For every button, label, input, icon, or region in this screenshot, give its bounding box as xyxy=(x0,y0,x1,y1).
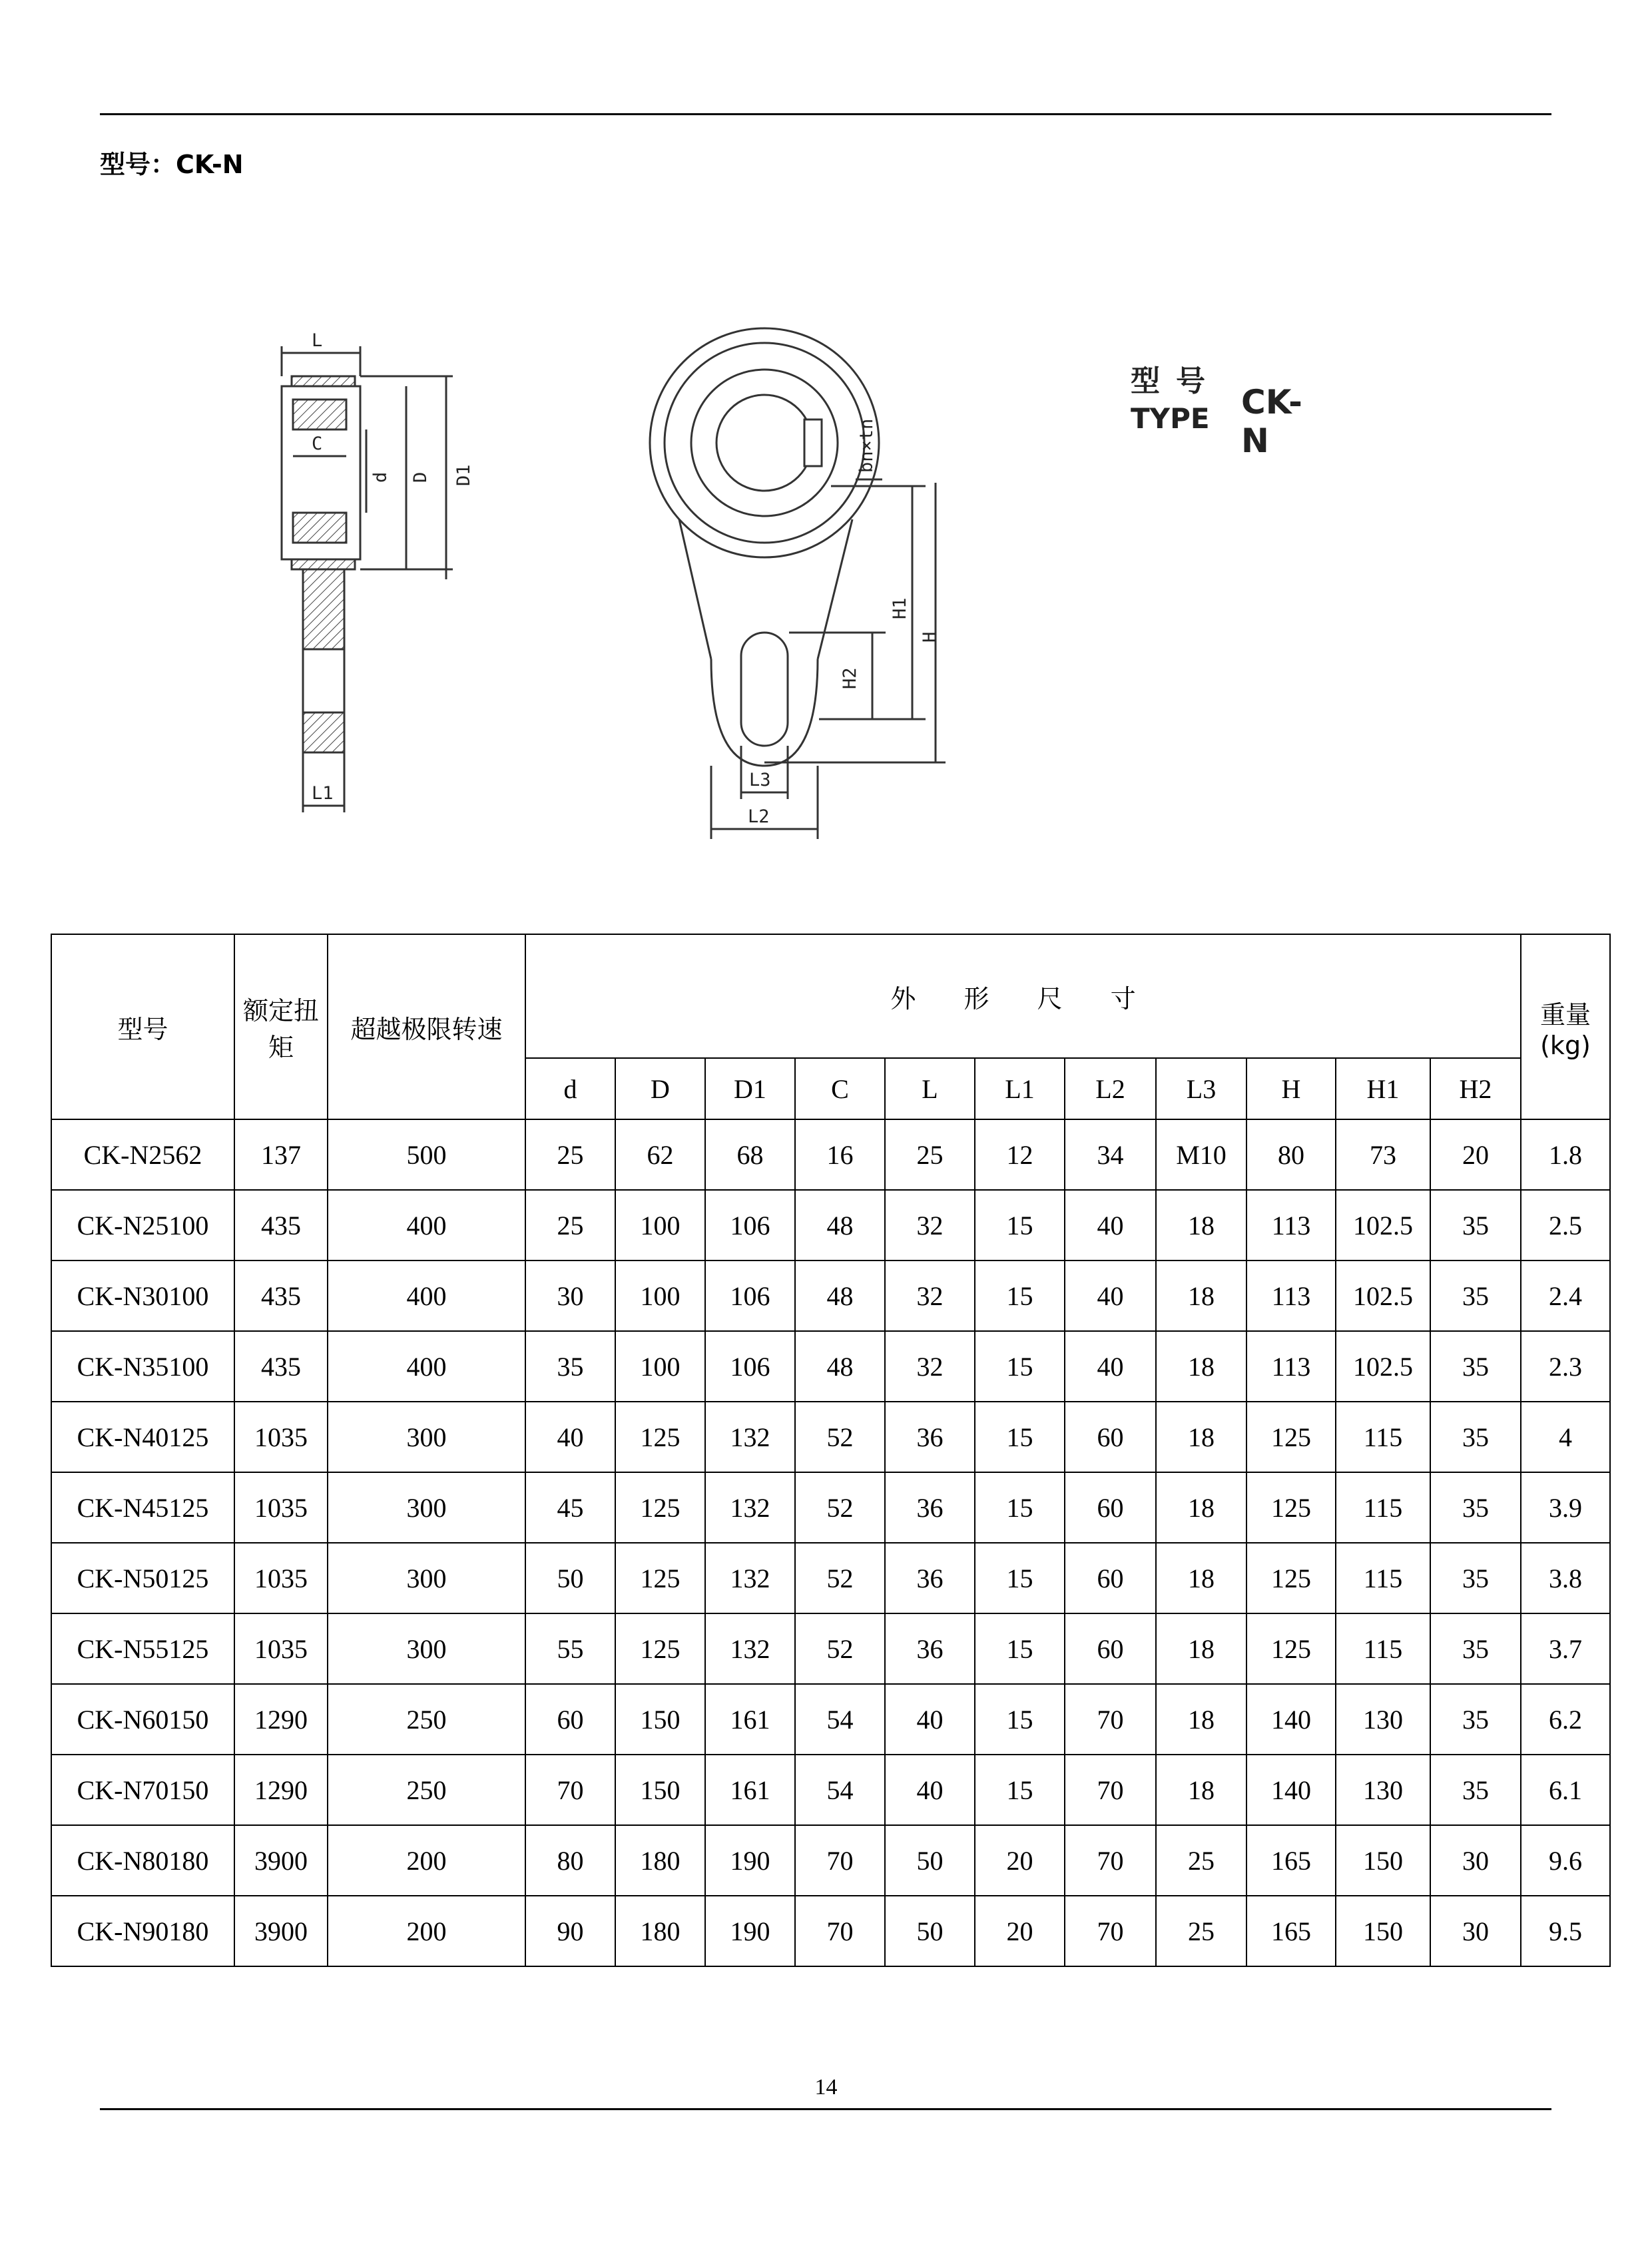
top-rule xyxy=(100,113,1551,115)
label-d: d xyxy=(370,471,391,483)
table-cell: 25 xyxy=(1156,1825,1246,1896)
table-cell: 15 xyxy=(975,1472,1065,1543)
type-label-model: CK-N xyxy=(1241,383,1302,460)
table-cell: 1290 xyxy=(234,1755,328,1825)
table-cell: 12 xyxy=(975,1119,1065,1190)
table-cell: CK-N60150 xyxy=(51,1684,234,1755)
table-cell: 90 xyxy=(525,1896,615,1966)
table-cell: 15 xyxy=(975,1331,1065,1402)
table-cell: 50 xyxy=(885,1825,975,1896)
table-cell: CK-N40125 xyxy=(51,1402,234,1472)
table-cell: 132 xyxy=(705,1543,795,1613)
label-L: L xyxy=(312,330,323,351)
table-cell: 73 xyxy=(1336,1119,1430,1190)
table-cell: 40 xyxy=(885,1755,975,1825)
header-torque: 额定扭矩 xyxy=(234,934,328,1119)
label-H: H xyxy=(920,631,940,643)
type-label xyxy=(1131,363,1302,460)
table-cell: 15 xyxy=(975,1190,1065,1261)
table-cell: 125 xyxy=(615,1472,705,1543)
table-cell: 15 xyxy=(975,1261,1065,1331)
table-cell: 18 xyxy=(1156,1190,1246,1261)
table-row xyxy=(51,1684,1610,1755)
table-cell: 68 xyxy=(705,1119,795,1190)
table-cell: 300 xyxy=(328,1472,525,1543)
type-label-cn: 型号 xyxy=(1131,364,1221,398)
header-model: 型号 xyxy=(51,934,234,1119)
page-number: 14 xyxy=(814,2075,838,2100)
table-cell: 180 xyxy=(615,1896,705,1966)
label-D: D xyxy=(410,471,431,483)
table-cell: 165 xyxy=(1246,1825,1336,1896)
table-cell: 6.2 xyxy=(1521,1684,1610,1755)
table-cell: 113 xyxy=(1246,1261,1336,1331)
table-cell: 3900 xyxy=(234,1896,328,1966)
table-row xyxy=(51,1613,1610,1684)
table-cell: 115 xyxy=(1336,1472,1430,1543)
table-cell: 36 xyxy=(885,1543,975,1613)
table-cell: 4 xyxy=(1521,1402,1610,1472)
table-row xyxy=(51,1543,1610,1613)
side-view xyxy=(282,346,453,812)
table-cell: 36 xyxy=(885,1402,975,1472)
header-dim-d: d xyxy=(525,1058,615,1119)
table-cell: 20 xyxy=(975,1896,1065,1966)
table-cell: 1035 xyxy=(234,1472,328,1543)
table-cell: 18 xyxy=(1156,1261,1246,1331)
table-cell: 25 xyxy=(885,1119,975,1190)
table-row xyxy=(51,1190,1610,1261)
table-cell: 70 xyxy=(1065,1755,1156,1825)
table-cell: 106 xyxy=(705,1331,795,1402)
table-cell: CK-N30100 xyxy=(51,1261,234,1331)
label-L1: L1 xyxy=(312,783,334,804)
bottom-rule xyxy=(100,2108,1551,2110)
table-cell: 1035 xyxy=(234,1543,328,1613)
page-heading: 型号：CK-N xyxy=(100,150,244,179)
table-cell: 18 xyxy=(1156,1613,1246,1684)
table-cell: 35 xyxy=(525,1331,615,1402)
table-row xyxy=(51,1402,1610,1472)
table-cell: 20 xyxy=(1430,1119,1521,1190)
header-dim-C: C xyxy=(795,1058,885,1119)
table-row xyxy=(51,1261,1610,1331)
table-cell: 40 xyxy=(525,1402,615,1472)
table-cell: 161 xyxy=(705,1755,795,1825)
table-cell: 35 xyxy=(1430,1755,1521,1825)
table-cell: 435 xyxy=(234,1261,328,1331)
table-cell: 18 xyxy=(1156,1472,1246,1543)
table-cell: 2.3 xyxy=(1521,1331,1610,1402)
table-cell: 60 xyxy=(1065,1613,1156,1684)
table-cell: CK-N45125 xyxy=(51,1472,234,1543)
table-cell: 113 xyxy=(1246,1190,1336,1261)
table-cell: 35 xyxy=(1430,1331,1521,1402)
type-label-en: TYPE xyxy=(1131,402,1210,435)
table-cell: 137 xyxy=(234,1119,328,1190)
table-cell: 70 xyxy=(1065,1825,1156,1896)
table-cell: 113 xyxy=(1246,1331,1336,1402)
table-cell: 115 xyxy=(1336,1402,1430,1472)
table-cell: 20 xyxy=(975,1825,1065,1896)
table-cell: 60 xyxy=(1065,1472,1156,1543)
table-cell: 150 xyxy=(1336,1896,1430,1966)
table-cell: 300 xyxy=(328,1613,525,1684)
table-cell: 15 xyxy=(975,1613,1065,1684)
table-cell: 36 xyxy=(885,1613,975,1684)
table-cell: 35 xyxy=(1430,1613,1521,1684)
label-L3: L3 xyxy=(749,770,771,790)
table-cell: 140 xyxy=(1246,1755,1336,1825)
table-cell: 500 xyxy=(328,1119,525,1190)
table-cell: 9.6 xyxy=(1521,1825,1610,1896)
table-cell: 435 xyxy=(234,1190,328,1261)
table-cell: 125 xyxy=(615,1543,705,1613)
table-cell: 25 xyxy=(1156,1896,1246,1966)
table-cell: 435 xyxy=(234,1331,328,1402)
table-cell: M10 xyxy=(1156,1119,1246,1190)
table-cell: 161 xyxy=(705,1684,795,1755)
table-cell: 106 xyxy=(705,1190,795,1261)
table-cell: 150 xyxy=(615,1684,705,1755)
table-cell: 70 xyxy=(795,1825,885,1896)
table-row xyxy=(51,1896,1610,1966)
label-D1: D1 xyxy=(453,464,474,486)
header-dim-L2: L2 xyxy=(1065,1058,1156,1119)
table-cell: CK-N70150 xyxy=(51,1755,234,1825)
table-cell: 25 xyxy=(525,1119,615,1190)
table-cell: 30 xyxy=(1430,1825,1521,1896)
table-cell: 100 xyxy=(615,1331,705,1402)
table-cell: 1.8 xyxy=(1521,1119,1610,1190)
table-cell: 18 xyxy=(1156,1402,1246,1472)
label-bn-tn: bn×tn xyxy=(856,418,877,473)
table-cell: 102.5 xyxy=(1336,1331,1430,1402)
table-cell: 18 xyxy=(1156,1331,1246,1402)
header-dim-H2: H2 xyxy=(1430,1058,1521,1119)
table-cell: 400 xyxy=(328,1261,525,1331)
label-C: C xyxy=(312,433,323,454)
table-cell: 115 xyxy=(1336,1613,1430,1684)
table-cell: CK-N2562 xyxy=(51,1119,234,1190)
table-cell: 150 xyxy=(1336,1825,1430,1896)
table-cell: 80 xyxy=(1246,1119,1336,1190)
table-cell: 70 xyxy=(1065,1684,1156,1755)
table-cell: 150 xyxy=(615,1755,705,1825)
table-cell: 60 xyxy=(1065,1402,1156,1472)
table-cell: 32 xyxy=(885,1261,975,1331)
header-dim-H: H xyxy=(1246,1058,1336,1119)
table-cell: 300 xyxy=(328,1543,525,1613)
table-cell: 52 xyxy=(795,1543,885,1613)
table-row xyxy=(51,1119,1610,1190)
table-body xyxy=(51,1119,1610,1966)
table-cell: 2.4 xyxy=(1521,1261,1610,1331)
table-row xyxy=(51,1331,1610,1402)
spec-table xyxy=(51,934,1611,1967)
table-cell: 32 xyxy=(885,1190,975,1261)
table-cell: 100 xyxy=(615,1190,705,1261)
table-cell: 300 xyxy=(328,1402,525,1472)
table-cell: 15 xyxy=(975,1402,1065,1472)
table-cell: 35 xyxy=(1430,1261,1521,1331)
table-cell: 54 xyxy=(795,1755,885,1825)
table-cell: 140 xyxy=(1246,1684,1336,1755)
table-cell: 18 xyxy=(1156,1684,1246,1755)
table-cell: 125 xyxy=(615,1402,705,1472)
table-cell: 40 xyxy=(1065,1331,1156,1402)
label-H1: H1 xyxy=(890,597,910,619)
table-cell: 200 xyxy=(328,1825,525,1896)
table-cell: 80 xyxy=(525,1825,615,1896)
table-cell: 3900 xyxy=(234,1825,328,1896)
table-cell: 102.5 xyxy=(1336,1261,1430,1331)
table-cell: 48 xyxy=(795,1261,885,1331)
table-cell: 40 xyxy=(1065,1261,1156,1331)
table-row xyxy=(51,1755,1610,1825)
label-L2: L2 xyxy=(748,806,770,827)
table-cell: 52 xyxy=(795,1613,885,1684)
table-cell: CK-N90180 xyxy=(51,1896,234,1966)
table-cell: 250 xyxy=(328,1755,525,1825)
table-cell: CK-N50125 xyxy=(51,1543,234,1613)
table-cell: 132 xyxy=(705,1613,795,1684)
header-dim-L: L xyxy=(885,1058,975,1119)
table-cell: 35 xyxy=(1430,1543,1521,1613)
table-cell: 40 xyxy=(885,1684,975,1755)
table-cell: CK-N25100 xyxy=(51,1190,234,1261)
header-dim-H1: H1 xyxy=(1336,1058,1430,1119)
table-cell: CK-N35100 xyxy=(51,1331,234,1402)
header-speed: 超越极限转速 xyxy=(328,934,525,1119)
table-cell: 16 xyxy=(795,1119,885,1190)
table-cell: 25 xyxy=(525,1190,615,1261)
table-cell: 125 xyxy=(615,1613,705,1684)
table-cell: 165 xyxy=(1246,1896,1336,1966)
table-cell: 1290 xyxy=(234,1684,328,1755)
table-cell: 400 xyxy=(328,1190,525,1261)
table-cell: 115 xyxy=(1336,1543,1430,1613)
table-cell: 52 xyxy=(795,1472,885,1543)
table-cell: 3.9 xyxy=(1521,1472,1610,1543)
table-cell: 100 xyxy=(615,1261,705,1331)
front-view xyxy=(650,328,946,839)
header-dim-D: D xyxy=(615,1058,705,1119)
header-dimensions: 外 形 尺 寸 xyxy=(525,934,1521,1058)
table-cell: 190 xyxy=(705,1825,795,1896)
table-cell: 62 xyxy=(615,1119,705,1190)
table-cell: 125 xyxy=(1246,1472,1336,1543)
table-cell: 36 xyxy=(885,1472,975,1543)
table-cell: 1035 xyxy=(234,1613,328,1684)
table-cell: 70 xyxy=(795,1896,885,1966)
table-cell: 130 xyxy=(1336,1684,1430,1755)
table-cell: 30 xyxy=(525,1261,615,1331)
table-cell: 18 xyxy=(1156,1543,1246,1613)
table-cell: 9.5 xyxy=(1521,1896,1610,1966)
table-cell: 125 xyxy=(1246,1402,1336,1472)
table-cell: 48 xyxy=(795,1190,885,1261)
table-cell: 50 xyxy=(885,1896,975,1966)
table-cell: 125 xyxy=(1246,1613,1336,1684)
table-cell: 400 xyxy=(328,1331,525,1402)
table-cell: 106 xyxy=(705,1261,795,1331)
table-cell: 190 xyxy=(705,1896,795,1966)
table-cell: CK-N80180 xyxy=(51,1825,234,1896)
table-cell: 48 xyxy=(795,1331,885,1402)
table-cell: 130 xyxy=(1336,1755,1430,1825)
table-cell: 34 xyxy=(1065,1119,1156,1190)
table-cell: 125 xyxy=(1246,1543,1336,1613)
table-cell: 6.1 xyxy=(1521,1755,1610,1825)
table-cell: 15 xyxy=(975,1684,1065,1755)
label-H2: H2 xyxy=(840,667,860,689)
table-cell: 15 xyxy=(975,1755,1065,1825)
table-cell: 3.7 xyxy=(1521,1613,1610,1684)
table-cell: 180 xyxy=(615,1825,705,1896)
table-cell: 250 xyxy=(328,1684,525,1755)
table-cell: 3.8 xyxy=(1521,1543,1610,1613)
table-cell: 2.5 xyxy=(1521,1190,1610,1261)
table-cell: CK-N55125 xyxy=(51,1613,234,1684)
table-cell: 32 xyxy=(885,1331,975,1402)
table-cell: 45 xyxy=(525,1472,615,1543)
table-cell: 200 xyxy=(328,1896,525,1966)
header-weight: 重量(kg) xyxy=(1521,934,1610,1119)
table-cell: 50 xyxy=(525,1543,615,1613)
table-cell: 35 xyxy=(1430,1684,1521,1755)
table-cell: 70 xyxy=(1065,1896,1156,1966)
table-cell: 102.5 xyxy=(1336,1190,1430,1261)
table-row xyxy=(51,1472,1610,1543)
table-cell: 60 xyxy=(525,1684,615,1755)
table-cell: 132 xyxy=(705,1472,795,1543)
table-cell: 60 xyxy=(1065,1543,1156,1613)
table-cell: 35 xyxy=(1430,1402,1521,1472)
table-cell: 15 xyxy=(975,1543,1065,1613)
table-cell: 132 xyxy=(705,1402,795,1472)
table-cell: 18 xyxy=(1156,1755,1246,1825)
table-row xyxy=(51,1825,1610,1896)
header-dim-L3: L3 xyxy=(1156,1058,1246,1119)
table-cell: 35 xyxy=(1430,1472,1521,1543)
table-cell: 70 xyxy=(525,1755,615,1825)
header-dim-L1: L1 xyxy=(975,1058,1065,1119)
table-cell: 30 xyxy=(1430,1896,1521,1966)
table-cell: 35 xyxy=(1430,1190,1521,1261)
table-cell: 55 xyxy=(525,1613,615,1684)
table-cell: 52 xyxy=(795,1402,885,1472)
table-cell: 1035 xyxy=(234,1402,328,1472)
table-cell: 40 xyxy=(1065,1190,1156,1261)
table-cell: 54 xyxy=(795,1684,885,1755)
header-dim-D1: D1 xyxy=(705,1058,795,1119)
